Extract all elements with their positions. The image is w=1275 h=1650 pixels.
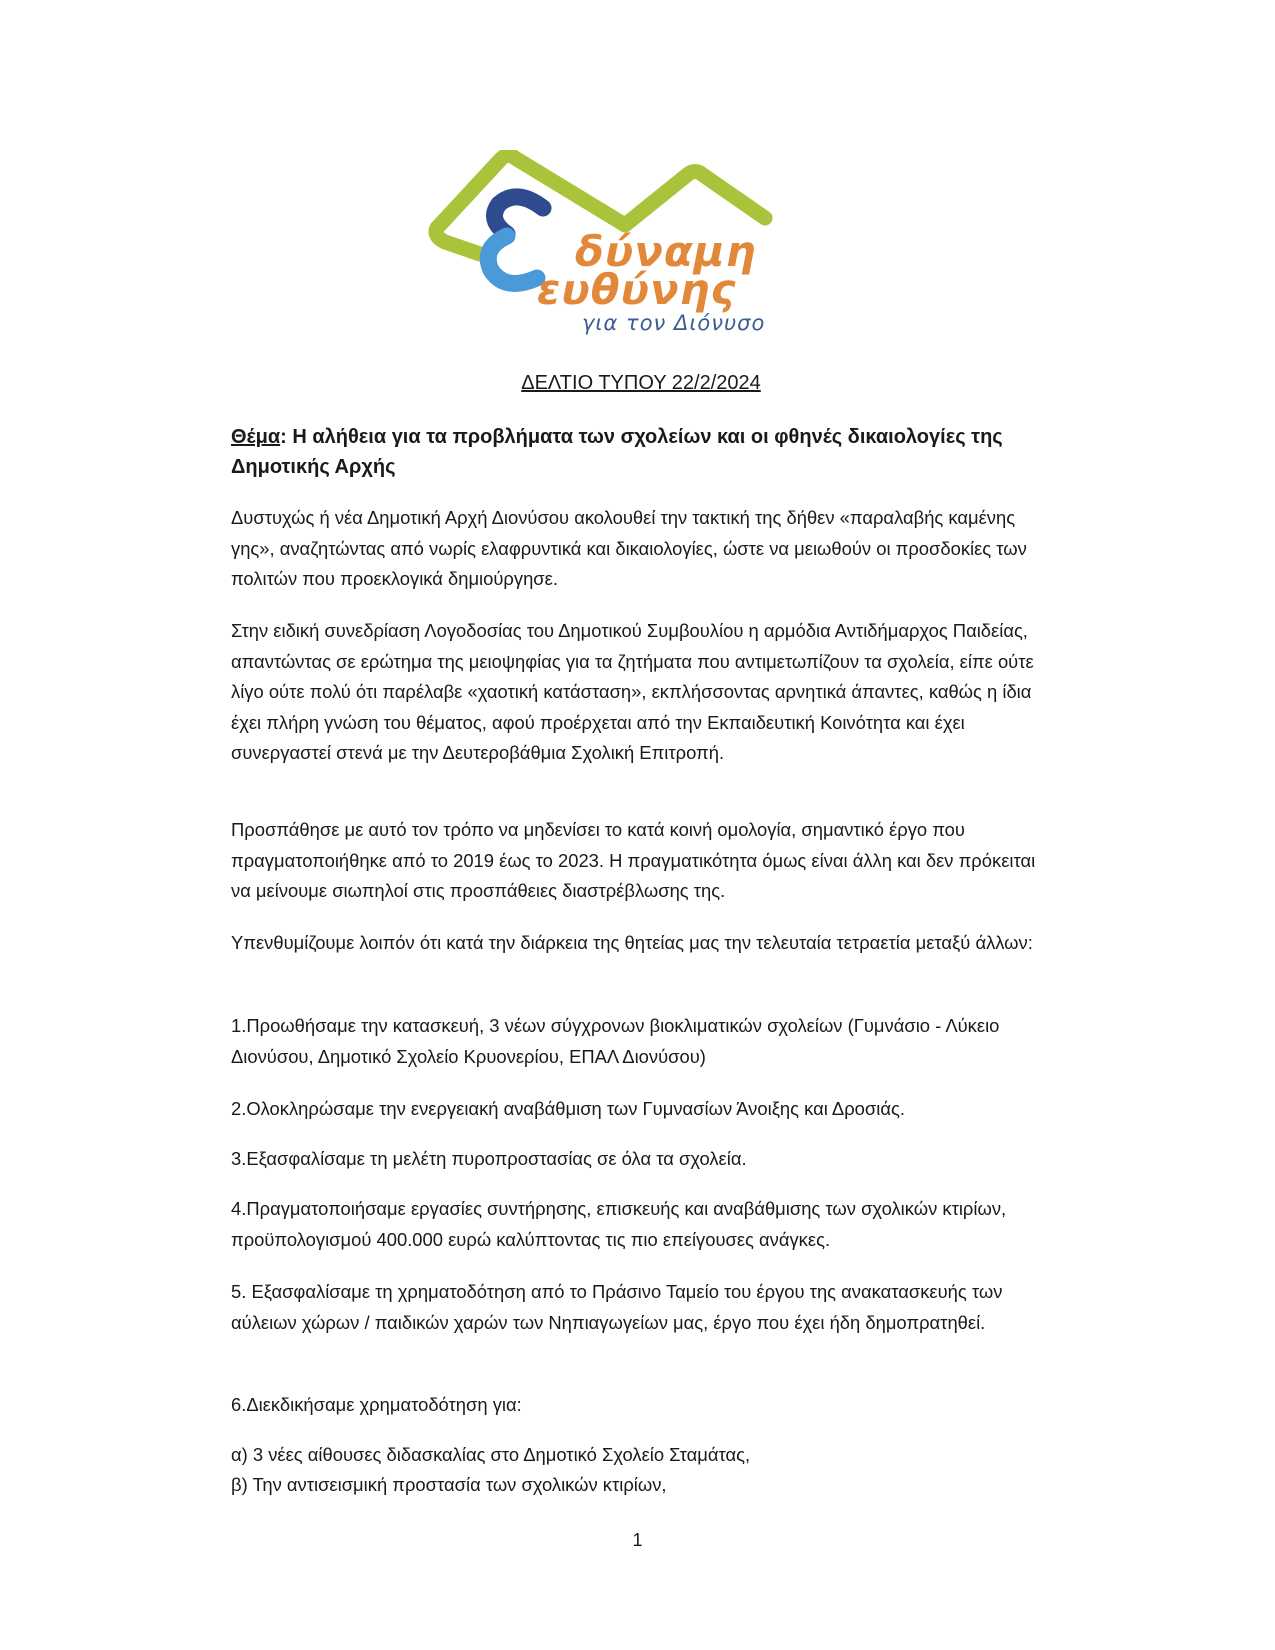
- subject-label: Θέμα: [231, 426, 281, 448]
- list-item-3: 3.Εξασφαλίσαμε τη μελέτη πυροπροστασίας σε όλα τα σχολεία.: [231, 1148, 747, 1169]
- logo-line-1: δύναμη: [575, 227, 757, 276]
- subject: [231, 422, 1031, 482]
- paragraph-3: Προσπάθησε με αυτό τον τρόπο να μηδενίσει το κατά κοινή ομολογία, σημαντικό έργο που πραγματοποιήθηκε από το 2019 έως το 2023. Η πραγματικότητα όμως είναι άλλη και δεν πρόκειται να μείνουμε σιωπηλοί στις προσπάθειες διαστρέβλωσης της.: [231, 819, 1036, 901]
- subject-text: : Η αλήθεια για τα προβλήματα των σχολείων και οι φθηνές δικαιολογίες της Δημοτικής Αρχής: [231, 426, 1003, 478]
- paragraph-1: Δυστυχώς ή νέα Δημοτική Αρχή Διονύσου ακολουθεί την τακτική της δήθεν «παραλαβής καμένης γης», αναζητώντας από νωρίς ελαφρυντικά και δικαιολογίες, ώστε να μειωθούν οι προσδοκίες των πολιτών που προεκλογικά δημιούργησε.: [231, 507, 1027, 589]
- paragraph-4: Υπενθυμίζουμε λοιπόν ότι κατά την διάρκεια της θητείας μας την τελευταία τετραετία μεταξύ άλλων:: [231, 932, 1033, 953]
- sublist-item-a: α) 3 νέες αίθουσες διδασκαλίας στο Δημοτικό Σχολείο Σταμάτας,: [231, 1444, 751, 1465]
- press-release-heading: ΔΕΛΤΙΟ ΤΥΠΟΥ 22/2/2024: [521, 372, 761, 394]
- list-item-6: 6.Διεκδικήσαμε χρηματοδότηση για:: [231, 1394, 522, 1415]
- logo-line-3: για τον Διόνυσο: [582, 311, 766, 335]
- page-number: 1: [632, 1530, 643, 1550]
- party-logo: [425, 150, 845, 340]
- list-item-2: 2.Ολοκληρώσαμε την ενεργειακή αναβάθμιση των Γυμνασίων Άνοιξης και Δροσιάς.: [231, 1098, 905, 1119]
- paragraph-2: Στην ειδική συνεδρίαση Λογοδοσίας του Δημοτικού Συμβουλίου η αρμόδια Αντιδήμαρχος Παιδείας, απαντώντας σε ερώτημα της μειοψηφίας για τα ζητήματα που αντιμετωπίζουν τα σχολεία, είπε ούτε λίγο ούτε πολύ ότι παρέλαβε «χαοτική κατάσταση», εκπλήσσοντας αρνητικά άπαντες, καθώς η ίδια έχει πλήρη γνώση του θέματος, αφού προέρχεται από την Εκπαιδευτική Κοινότητα και έχει συνεργαστεί στενά με την Δευτεροβάθμια Σχολική Επιτροπή.: [231, 620, 1034, 763]
- list-item-1: 1.Προωθήσαμε την κατασκευή, 3 νέων σύγχρονων βιοκλιματικών σχολείων (Γυμνάσιο - Λύκειο Διονύσου, Δημοτικό Σχολείο Κρυονερίου, ΕΠΑΛ Διονύσου): [231, 1015, 1000, 1067]
- logo-line-2: ευθύνης: [537, 265, 737, 314]
- list-item-4: 4.Πραγματοποιήσαμε εργασίες συντήρησης, επισκευής και αναβάθμισης των σχολικών κτιρίων, προϋπολογισμού 400.000 ευρώ καλύπτοντας τις πιο επείγουσες ανάγκες.: [231, 1198, 1007, 1250]
- list-item-5: 5. Εξασφαλίσαμε τη χρηματοδότηση από το Πράσινο Ταμείο του έργου της ανακατασκευής των αύλειων χώρων / παιδικών χαρών των Νηπιαγωγείων μας, έργο που έχει ήδη δημοπρατηθεί.: [231, 1281, 1003, 1333]
- sublist-item-b: β) Την αντισεισμική προστασία των σχολικών κτιρίων,: [231, 1474, 667, 1495]
